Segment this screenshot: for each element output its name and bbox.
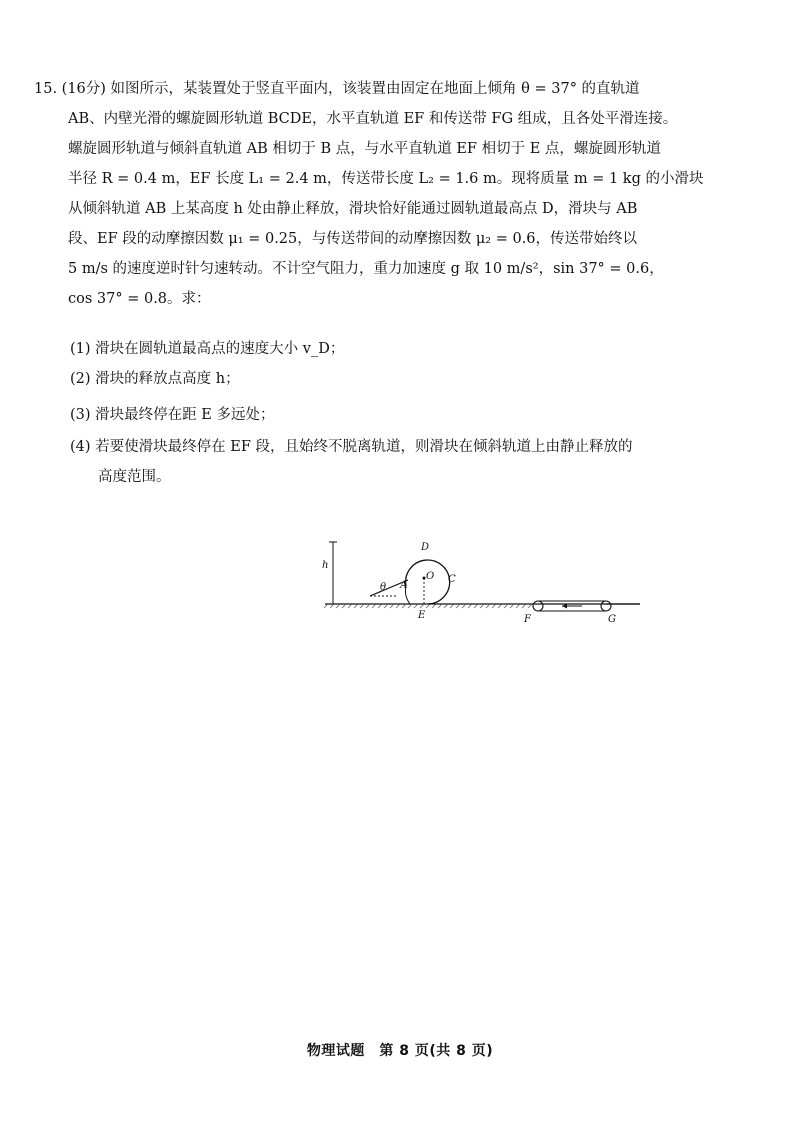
label-d: D (421, 542, 430, 553)
question-line: cos 37° = 0.8。求： (68, 291, 211, 307)
label-f: F (524, 614, 531, 625)
subquestion-4: (4) 若要使滑块最终停在 EF 段，且始终不脱离轨道，则滑块在倾斜轨道上由静止释放的 (70, 439, 633, 455)
question-line: 15. (16分) 如图所示，某装置处于竖直平面内，该装置由固定在地面上倾角 θ = 37° 的直轨道 (34, 81, 640, 97)
question-line: 段、EF 段的动摩擦因数 μ₁ = 0.25，与传送带间的动摩擦因数 μ₂ = 0.6，传送带始终以 (68, 231, 638, 247)
question-line: 螺旋圆形轨道与倾斜直轨道 AB 相切于 B 点，与水平直轨道 EF 相切于 E 点，螺旋圆形轨道 (68, 141, 661, 157)
subquestion-2: (2) 滑块的释放点高度 h； (70, 371, 240, 387)
label-a: A (400, 580, 408, 591)
subquestion-4-continuation: 高度范围。 (98, 469, 171, 485)
apparatus-diagram (300, 530, 660, 640)
label-theta: θ (380, 582, 387, 593)
question-line: 从倾斜轨道 AB 上某高度 h 处由静止释放，滑块恰好能通过圆轨道最高点 D，滑块与 AB (68, 201, 638, 217)
belt-roller-f (533, 601, 543, 611)
page-footer: 物理试题 第 8 页(共 8 页) (306, 1043, 494, 1059)
label-c: C (448, 574, 456, 585)
question-15 (34, 74, 704, 314)
question-number: 15. (34, 81, 58, 97)
label-h: h (322, 560, 329, 571)
question-line: AB、内壁光滑的螺旋圆形轨道 BCDE，水平直轨道 EF 和传送带 FG 组成，且各处平滑连接。 (68, 111, 678, 127)
label-g: G (608, 614, 616, 625)
label-o: O (426, 571, 435, 582)
question-line: 半径 R = 0.4 m，EF 长度 L₁ = 2.4 m，传送带长度 L₂ = 1.6 m。现将质量 m = 1 kg 的小滑块 (68, 171, 704, 187)
circular-track (406, 560, 450, 604)
belt-roller-g (601, 601, 611, 611)
question-line: 5 m/s 的速度逆时针匀速转动。不计空气阻力，重力加速度 g 取 10 m/s²，sin 37° = 0.6， (68, 261, 664, 277)
subquestion-3: (3) 滑块最终停在距 E 多远处； (70, 407, 275, 423)
subquestion-1: (1) 滑块在圆轨道最高点的速度大小 v_D； (70, 341, 345, 357)
label-e: E (418, 610, 426, 621)
